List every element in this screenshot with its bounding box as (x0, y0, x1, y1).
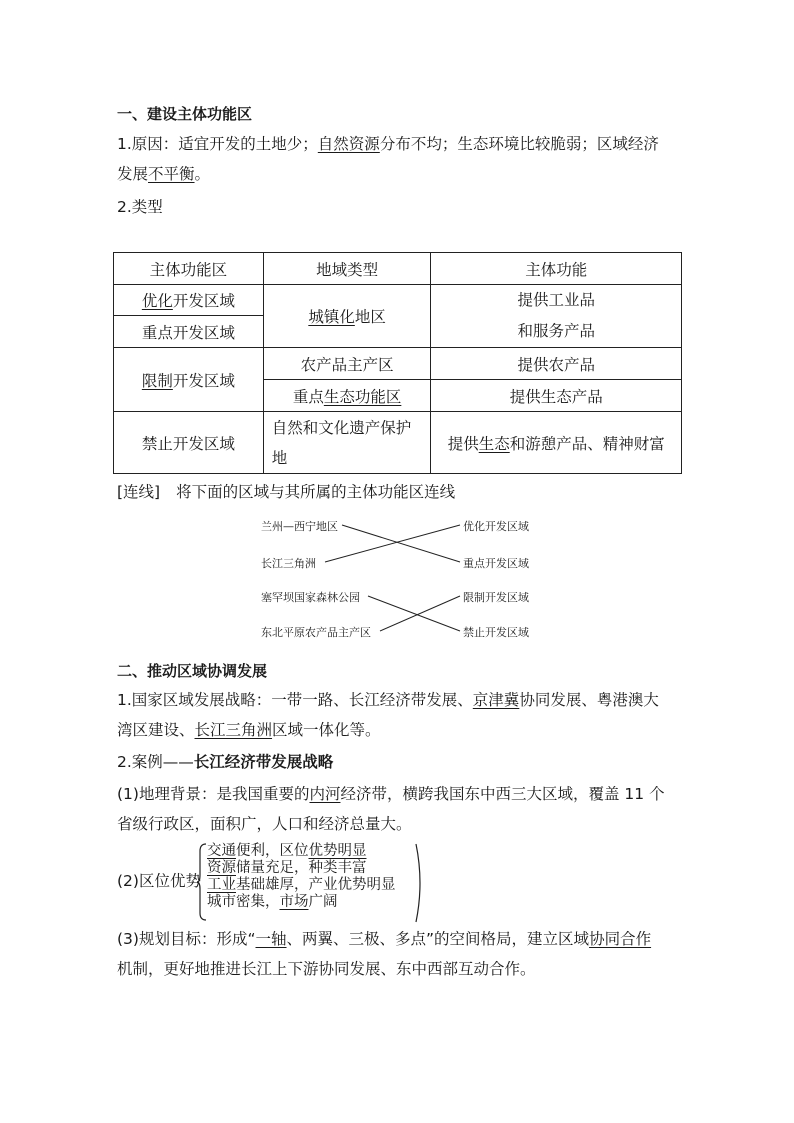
underlined-term: 京津冀 (472, 691, 520, 709)
text: 开发区域 (172, 371, 235, 390)
text: 地 (271, 448, 288, 467)
advantage-item (207, 843, 396, 860)
section-heading-2: 二、推动区域协调发展 (117, 662, 268, 680)
match-line (342, 525, 460, 562)
text: 2.案例—— (117, 753, 194, 771)
text: 重点 (292, 387, 324, 406)
table-cell: 提供生态产品 (431, 380, 682, 412)
text: 和服务产品 (517, 322, 595, 340)
underlined-term: 优势明显 (308, 843, 367, 859)
advantage-item (207, 860, 396, 877)
table-header: 地域类型 (263, 253, 431, 285)
table-header: 主体功能 (431, 253, 682, 285)
underlined-term: 市场 (279, 894, 309, 910)
text: 提供工业品 (517, 291, 595, 309)
advantage-item (207, 877, 396, 894)
advantage-label: (2)区位优势 (117, 872, 201, 890)
text: 发展 (117, 165, 149, 183)
text: 提供 (447, 434, 479, 453)
text: 、两翼、三极、多点”的空间格局，建立区域 (286, 930, 590, 948)
section-heading-1: 一、建设主体功能区 (117, 105, 253, 123)
text: 区域一体化等。 (272, 721, 381, 739)
table-cell: 提供农产品 (431, 348, 682, 380)
underlined-term: 生态 (478, 434, 510, 453)
text: 分布不均；生态环境比较脆弱；区域经济 (379, 135, 659, 153)
text: 开发区域 (172, 292, 235, 310)
text: 。 (194, 165, 211, 183)
text: 自然和文化遗产保护 (271, 418, 412, 437)
underlined-term: 协同合作 (589, 930, 652, 948)
text: 城市密集， (207, 894, 280, 910)
match-right-item: 禁止开发区域 (463, 626, 529, 639)
underlined-term: 优化 (141, 292, 173, 310)
text: 将下面的区域与其所属的主体功能区连线 (176, 483, 456, 501)
match-left-item: 东北平原农产品主产区 (261, 626, 371, 639)
strategy-line-2 (117, 719, 381, 741)
underlined-term: 内河 (309, 785, 341, 803)
table-header: 主体功能区 (114, 253, 264, 285)
match-line (368, 596, 460, 631)
match-line (380, 596, 460, 631)
types-label: 2.类型 (117, 198, 163, 216)
match-left-item: 塞罕坝国家森林公园 (261, 591, 360, 604)
underlined-term: 工业 (207, 877, 236, 893)
table-cell: 农产品主产区 (263, 348, 431, 380)
underlined-term: 不平衡 (148, 165, 195, 183)
match-line (325, 525, 460, 562)
text: 地区 (354, 308, 386, 326)
text: 协同发展、粤港澳大 (519, 691, 659, 709)
text: 经济带，横跨我国东中西三大区域，覆盖 11 个 (340, 785, 665, 803)
text: 便利，区位 (236, 843, 309, 859)
text: 基础雄厚，产业优势明显 (236, 877, 396, 893)
text: (3)规划目标：形成“ (117, 930, 256, 948)
goal-line-2: 机制，更好地推进长江上下游协同发展、东中西部互动合作。 (117, 960, 536, 978)
table-cell: 禁止开发区域 (114, 412, 264, 474)
underlined-term: 长江三角洲 (194, 721, 273, 739)
goal-line-1 (117, 928, 651, 950)
text: 1.国家区域发展战略：一带一路、长江经济带发展、 (117, 691, 473, 709)
text: 广阔 (308, 894, 338, 910)
match-left-item: 兰州—西宁地区 (261, 520, 338, 533)
text: 和游憩产品、精神财富 (509, 434, 665, 453)
matching-tag: [连线] (117, 483, 161, 501)
text: 湾区建设、 (117, 721, 195, 739)
underlined-term: 限制 (141, 371, 173, 390)
text: 储量充足，种类丰富 (236, 860, 367, 876)
match-right-item: 重点开发区域 (463, 557, 529, 570)
background-line-1 (117, 783, 665, 805)
underlined-term: 生态功能区 (323, 387, 402, 406)
advantage-list (207, 843, 396, 911)
match-right-item: 限制开发区域 (463, 591, 529, 604)
underlined-term: 交通 (207, 843, 236, 859)
background-line-2: 省级行政区，面积广，人口和经济总量大。 (117, 815, 412, 833)
case-title (117, 751, 333, 773)
table-cell: 重点开发区域 (114, 316, 264, 348)
strategy-line-1 (117, 689, 659, 711)
match-left-item: 长江三角洲 (261, 557, 316, 570)
right-paren-icon (414, 843, 426, 923)
advantage-item (207, 894, 396, 911)
underlined-term: 城镇化 (308, 308, 355, 326)
underlined-term: 自然资源 (317, 135, 380, 153)
text: (1)地理背景：是我国重要的 (117, 785, 310, 803)
match-right-item: 优化开发区域 (463, 520, 529, 533)
case-name: 长江经济带发展战略 (193, 753, 334, 771)
underlined-term: 资源 (207, 860, 236, 876)
underlined-term: 一轴 (255, 930, 287, 948)
text: 1.原因：适宜开发的土地少； (117, 135, 318, 153)
